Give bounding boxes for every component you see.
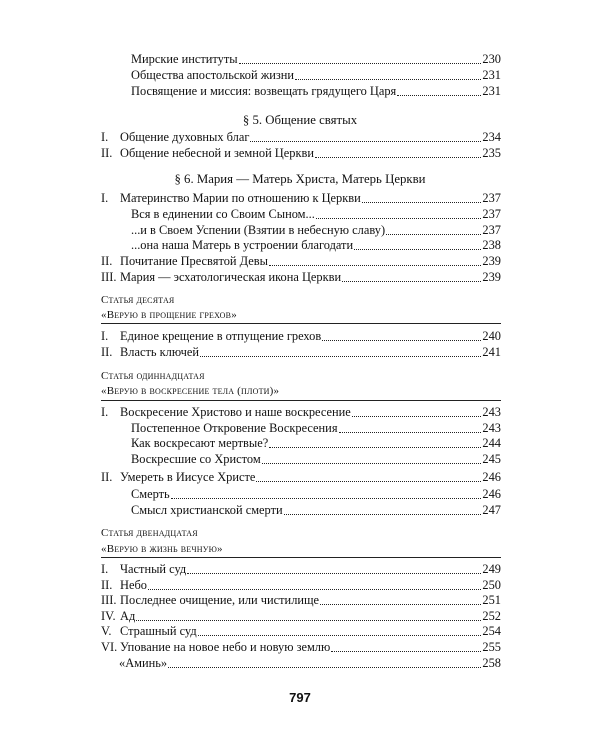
- dot-leader: [269, 447, 481, 448]
- toc-entry: [101, 562, 501, 577]
- toc-entry-page: 254: [482, 624, 501, 638]
- toc-entry-title: «Аминь»: [119, 656, 168, 670]
- toc-entry-number: II.: [101, 254, 113, 268]
- toc-entry: [101, 329, 501, 344]
- toc-entry-page: 237: [482, 191, 501, 205]
- article-title: «Верую в прощение грехов»: [101, 309, 237, 321]
- toc-entry: [131, 52, 501, 67]
- toc-entry-title: Общества апостольской жизни: [131, 68, 295, 82]
- dot-leader: [171, 498, 482, 499]
- dot-leader: [200, 356, 481, 357]
- toc-entry-page: 239: [482, 254, 501, 268]
- toc-entry: [131, 503, 501, 518]
- toc-entry-title: Мирские институты: [131, 52, 238, 66]
- dot-leader: [331, 651, 481, 652]
- toc-entry-page: 231: [482, 68, 501, 82]
- dot-leader: [250, 141, 481, 142]
- toc-entry-title: Материнство Марии по отношению к Церкви: [120, 191, 361, 205]
- toc-entry-title: Смысл христианской смерти: [131, 503, 283, 517]
- toc-entry: [131, 207, 501, 222]
- toc-entry: [101, 345, 501, 360]
- toc-entry-number: II.: [101, 345, 113, 359]
- toc-entry: [131, 452, 501, 467]
- toc-entry-title: Ад: [120, 609, 136, 623]
- article-label: Статья двенадцатая: [101, 527, 198, 539]
- toc-entry-title: ...она наша Матерь в устроении благодати: [131, 238, 354, 252]
- divider: [101, 400, 501, 401]
- toc-entry-number: VI.: [101, 640, 118, 654]
- toc-entry: [101, 640, 501, 655]
- dot-leader: [295, 79, 481, 80]
- toc-entry-page: 251: [482, 593, 501, 607]
- dot-leader: [397, 95, 481, 96]
- toc-entry: [101, 405, 501, 420]
- toc-entry-page: 238: [482, 238, 501, 252]
- toc-entry: [131, 84, 501, 99]
- toc-entry-page: 239: [482, 270, 501, 284]
- toc-entry-title: Почитание Пресвятой Девы: [120, 254, 268, 268]
- toc-entry-number: III.: [101, 270, 117, 284]
- toc-entry-page: 258: [482, 656, 501, 670]
- dot-leader: [136, 620, 481, 621]
- article-label: Статья одиннадцатая: [101, 370, 205, 382]
- toc-entry-title: Вся в единении со Своим Сыном...: [131, 207, 315, 221]
- toc-entry-number: II.: [101, 578, 113, 592]
- toc-entry-title: Власть ключей: [120, 345, 199, 359]
- toc-entry-page: 235: [482, 146, 501, 160]
- toc-entry: [119, 656, 501, 671]
- toc-entry: [101, 593, 501, 608]
- section-heading: § 6. Мария — Матерь Христа, Матерь Церкви: [174, 172, 426, 186]
- toc-entry-number: I.: [101, 405, 109, 419]
- toc-entry-title: ...и в Своем Успении (Взятии в небесную славу): [131, 223, 386, 237]
- dot-leader: [315, 157, 481, 158]
- dot-leader: [362, 202, 482, 203]
- toc-entry-number: I.: [101, 191, 109, 205]
- toc-entry-title: Частный суд: [120, 562, 187, 576]
- dot-leader: [187, 573, 481, 574]
- toc-entry: [101, 470, 501, 485]
- article-title: «Верую в воскресение тела (плоти)»: [101, 385, 280, 397]
- article-title: «Верую в жизнь вечную»: [101, 543, 223, 555]
- toc-entry-number: I.: [101, 329, 109, 343]
- dot-leader: [339, 432, 482, 433]
- toc-entry-page: 234: [482, 130, 501, 144]
- toc-entry-number: II.: [101, 470, 113, 484]
- toc-entry-title: Единое крещение в отпущение грехов: [120, 329, 322, 343]
- toc-entry-page: 252: [482, 609, 501, 623]
- toc-entry-title: Упование на новое небо и новую землю: [120, 640, 331, 654]
- toc-entry-page: 246: [482, 487, 501, 501]
- toc-entry: [131, 487, 501, 502]
- toc-entry-title: Воскресение Христово и наше воскресение: [120, 405, 351, 419]
- toc-entry-page: 255: [482, 640, 501, 654]
- dot-leader: [256, 481, 481, 482]
- dot-leader: [148, 589, 481, 590]
- toc-entry: [101, 609, 501, 624]
- dot-leader: [269, 265, 482, 266]
- toc-entry-title: Умереть в Иисусе Христе: [120, 470, 256, 484]
- toc-entry: [131, 436, 501, 451]
- toc-entry-page: 231: [482, 84, 501, 98]
- divider: [101, 557, 501, 558]
- toc-entry-title: Воскресшие со Христом: [131, 452, 261, 466]
- toc-entry-title: Мария — эсхатологическая икона Церкви: [120, 270, 342, 284]
- dot-leader: [168, 667, 481, 668]
- dot-leader: [320, 604, 481, 605]
- toc-entry-page: 247: [482, 503, 501, 517]
- dot-leader: [322, 340, 481, 341]
- dot-leader: [284, 514, 482, 515]
- toc-entry: [101, 624, 501, 639]
- toc-entry: [131, 68, 501, 83]
- toc-entry: [131, 421, 501, 436]
- toc-entry-number: II.: [101, 146, 113, 160]
- dot-leader: [316, 218, 482, 219]
- toc-entry-title: Как воскресают мертвые?: [131, 436, 269, 450]
- toc-entry: [101, 191, 501, 206]
- toc-entry-page: 249: [482, 562, 501, 576]
- toc-entry: [131, 238, 501, 253]
- toc-entry-page: 245: [482, 452, 501, 466]
- divider: [101, 323, 501, 324]
- toc-entry: [101, 146, 501, 161]
- dot-leader: [354, 249, 481, 250]
- toc-entry-title: Последнее очищение, или чистилище: [120, 593, 320, 607]
- toc-entry-title: Посвящение и миссия: возвещать грядущего Царя: [131, 84, 397, 98]
- toc-entry: [131, 223, 501, 238]
- toc-entry-title: Постепенное Откровение Воскресения: [131, 421, 338, 435]
- dot-leader: [262, 463, 482, 464]
- toc-entry-page: 243: [482, 421, 501, 435]
- dot-leader: [239, 63, 482, 64]
- dot-leader: [198, 635, 482, 636]
- article-label: Статья десятая: [101, 294, 175, 306]
- toc-entry-page: 237: [482, 223, 501, 237]
- dot-leader: [352, 416, 482, 417]
- toc-entry-page: 230: [482, 52, 501, 66]
- toc-entry-number: III.: [101, 593, 117, 607]
- toc-entry: [101, 130, 501, 145]
- toc-entry-number: I.: [101, 130, 109, 144]
- toc-entry-page: 243: [482, 405, 501, 419]
- toc-entry: [101, 578, 501, 593]
- page-number: 797: [289, 690, 311, 705]
- toc-entry-page: 250: [482, 578, 501, 592]
- toc-entry: [101, 270, 501, 285]
- toc-entry-title: Общение духовных благ: [120, 130, 250, 144]
- toc-entry-page: 237: [482, 207, 501, 221]
- toc-entry: [101, 254, 501, 269]
- toc-entry-number: I.: [101, 562, 109, 576]
- toc-entry-title: Страшный суд: [120, 624, 197, 638]
- section-heading: § 5. Общение святых: [242, 113, 358, 127]
- toc-entry-title: Небо: [120, 578, 147, 592]
- toc-entry-number: IV.: [101, 609, 116, 623]
- toc-entry-title: Общение небесной и земной Церкви: [120, 146, 314, 160]
- toc-entry-page: 241: [482, 345, 501, 359]
- dot-leader: [386, 234, 481, 235]
- toc-entry-page: 246: [482, 470, 501, 484]
- toc-entry-page: 244: [482, 436, 501, 450]
- dot-leader: [342, 281, 481, 282]
- toc-entry-title: Смерть: [131, 487, 170, 501]
- toc-entry-number: V.: [101, 624, 112, 638]
- toc-entry-page: 240: [482, 329, 501, 343]
